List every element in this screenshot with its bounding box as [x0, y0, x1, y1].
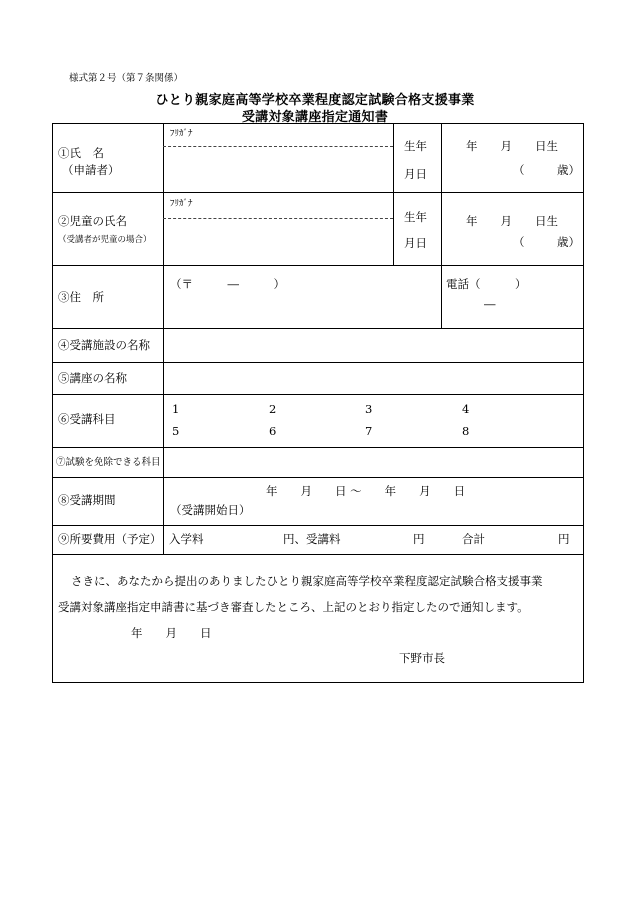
subject-number: 1	[172, 402, 180, 416]
child-age-close: 歳）	[557, 235, 580, 249]
notice-line-2: 受講対象講座指定申請書に基づき審査したところ、上記のとおり指定したので通知します。	[58, 600, 529, 614]
furigana-divider	[163, 146, 393, 147]
period-dates: 年 月 日 ～ 年 月 日	[266, 484, 466, 498]
document-title: ひとり親家庭高等学校卒業程度認定試験合格支援事業	[155, 93, 475, 108]
fees-label: ⑨所要費用（予定）	[58, 532, 162, 546]
row-divider	[53, 265, 583, 266]
child-birth-label-top: 生年	[404, 210, 427, 224]
subject-number: 4	[462, 402, 470, 416]
age-close: 歳）	[557, 163, 580, 177]
subject-number: 7	[365, 424, 373, 438]
applicant-label: ①氏 名	[58, 146, 104, 160]
address-label: ③住 所	[58, 290, 104, 304]
applicant-furigana-label: ﾌﾘｶﾞﾅ	[170, 129, 193, 139]
row-divider	[53, 192, 583, 193]
facility-label: ④受講施設の名称	[58, 338, 150, 352]
row-divider	[53, 477, 583, 478]
child-age-open: （	[513, 235, 525, 249]
birth-date: 年 月 日生	[466, 139, 558, 153]
total-label: 合計	[462, 532, 485, 546]
applicant-sublabel: （申請者）	[62, 163, 120, 177]
subjects-label: ⑥受講科目	[58, 412, 116, 426]
column-divider	[393, 124, 394, 265]
column-divider	[163, 124, 164, 554]
birth-label-bottom: 月日	[404, 167, 427, 181]
tuition-label: 円、受講料	[283, 532, 341, 546]
postal-code: （〒 ― ）	[170, 277, 285, 291]
child-sublabel: （受講者が児童の場合）	[58, 235, 152, 245]
period-label: ⑧受講期間	[58, 493, 116, 507]
birth-label-top: 生年	[404, 139, 427, 153]
column-divider	[441, 265, 442, 328]
notice-date: 年 月 日	[131, 626, 212, 640]
age-open: （	[513, 163, 525, 177]
period-start-note: （受講開始日）	[170, 503, 251, 517]
total-yen: 円	[558, 532, 570, 546]
tuition-yen: 円	[413, 532, 425, 546]
subject-number: 3	[365, 402, 373, 416]
furigana-divider	[163, 218, 393, 219]
row-divider	[53, 362, 583, 363]
row-divider	[53, 328, 583, 329]
phone-dash: ―	[484, 297, 496, 311]
issuer-name: 下野市長	[399, 651, 445, 665]
child-birth-label-bottom: 月日	[404, 236, 427, 250]
form-table	[52, 123, 584, 683]
form-number: 様式第２号（第７条関係）	[69, 73, 184, 84]
child-furigana-label: ﾌﾘｶﾞﾅ	[170, 199, 193, 209]
row-divider	[53, 394, 583, 395]
child-birth-date: 年 月 日生	[466, 214, 558, 228]
subject-number: 5	[172, 424, 180, 438]
exempt-label: ⑦試験を免除できる科目	[56, 457, 161, 468]
column-divider	[441, 124, 442, 265]
phone-label: 電話（ ）	[446, 277, 527, 291]
admission-label: 入学料	[169, 532, 204, 546]
notice-line-1: さきに、あなたから提出のありましたひとり親家庭高等学校卒業程度認定試験合格支援事業	[71, 574, 543, 588]
child-label: ②児童の氏名	[58, 214, 127, 228]
row-divider	[53, 447, 583, 448]
document-subtitle: 受講対象講座指定通知書	[241, 110, 389, 125]
subject-number: 8	[462, 424, 470, 438]
row-divider	[53, 554, 583, 555]
row-divider	[53, 525, 583, 526]
subject-number: 6	[269, 424, 277, 438]
course-label: ⑤講座の名称	[58, 371, 127, 385]
subject-number: 2	[269, 402, 277, 416]
